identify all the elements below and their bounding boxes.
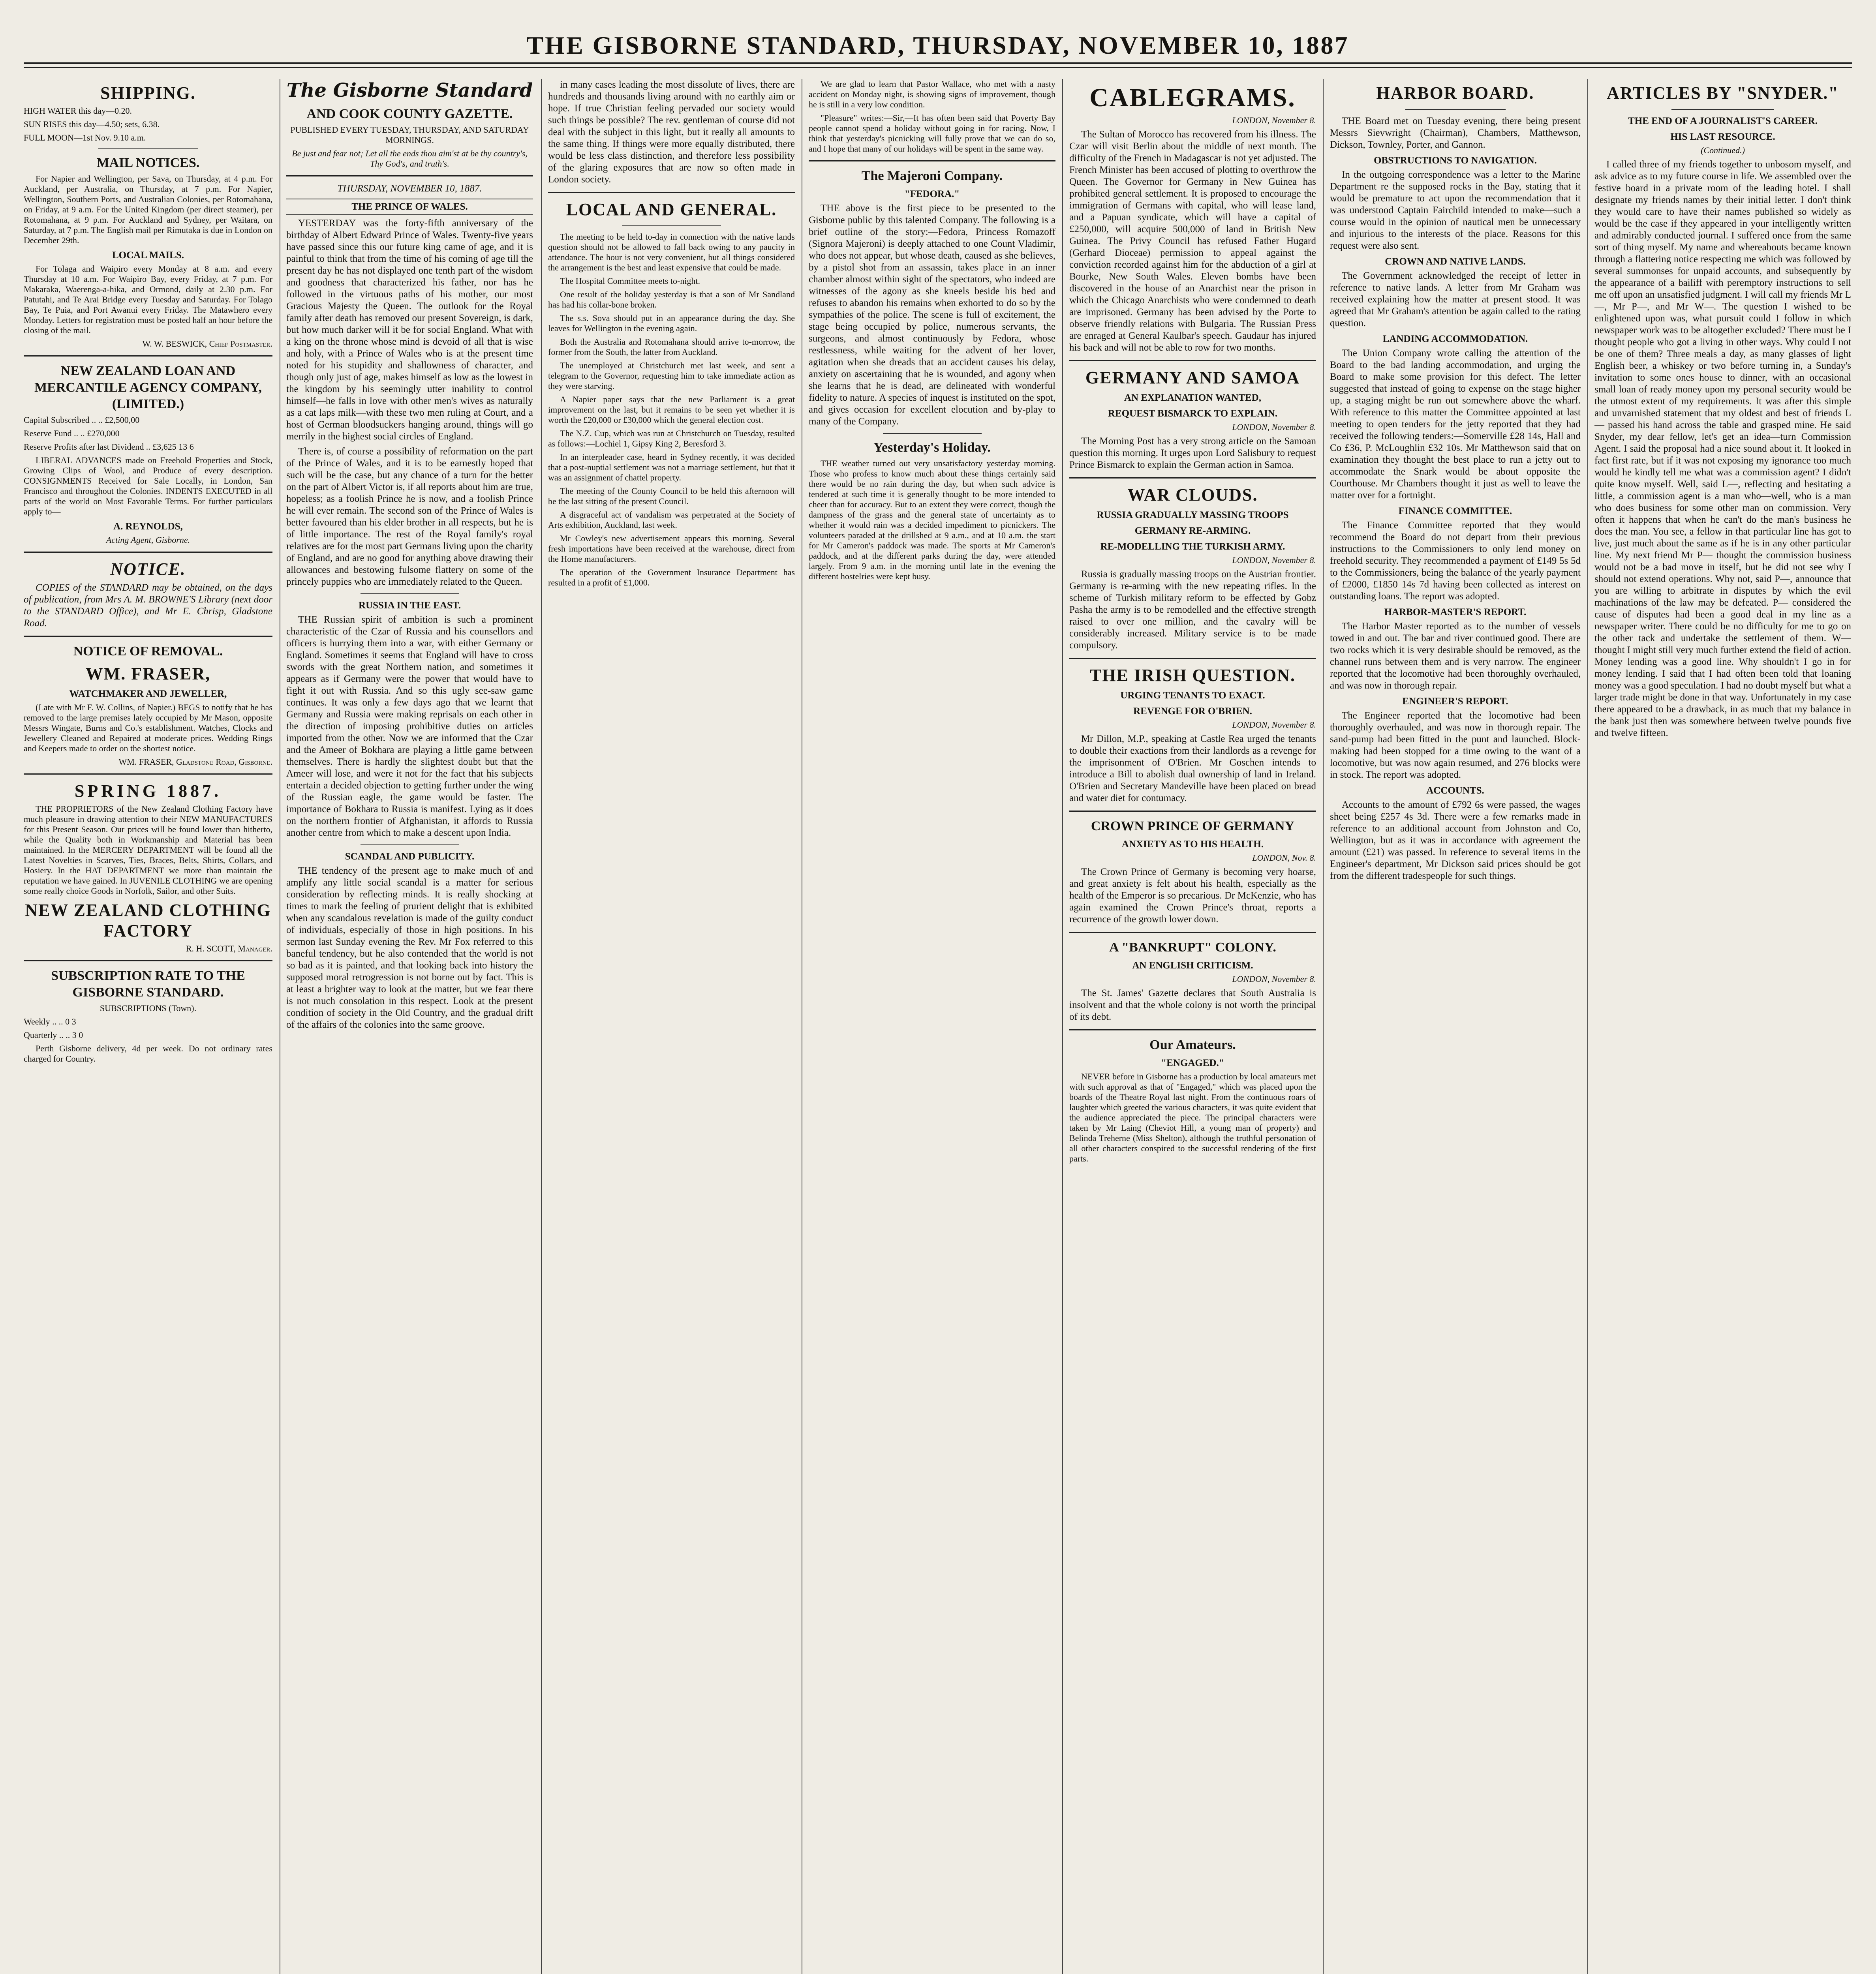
nz-clothing-factory: NEW ZEALAND CLOTHING FACTORY <box>25 901 271 940</box>
finance-heading: FINANCE COMMITTEE. <box>1398 506 1512 516</box>
crown-lands-text: The Government acknowledged the receipt of letter in reference to native lands. A letter from Mr Graham was received explaining how the matter at present stood. It was agreed that Mr Graham's attention be again called to the rating question. <box>1330 270 1581 328</box>
column-1 <box>24 79 272 1974</box>
yesterday-holiday-text: THE weather turned out very unsatisfactory yesterday morning. Those who profess to know much about these things certainly said there would be no rain during the day, but when such advice is tendered at such time it is generally thought to be more intended to cheer than for accuracy. But to an extent they were correct, though the dampness of the grass and the general state of uncertainty as to whether it would rain was a decided impediment to picnickers. The volunteers paraded at the drillshed at 9 a.m., and at 10 a.m. the start for Mr Cameron's paddock was made. The sports at Mr Cameron's paddock, and at the different parks during the day, were attended largely. From 9 a.m. in the morning until late in the evening the different hostelries were kept busy. <box>809 458 1055 581</box>
divider <box>1671 109 1774 110</box>
amateurs-heading: Our Amateurs. <box>1149 1038 1236 1052</box>
articles-text: I called three of my friends together to unbosom myself, and ask advice as to my future course in life. We assembled over the festive board in a private room of the leading hotel. I shall designate my friends names by their initial letter. I don't think they would care to have their names published so widely as would be the case if they appeared in your intelligently written and admirably conducted journal. I suffered once from the same sort of thing myself. My name and whereabouts became known through a flattering notice respecting me which was followed by several summonses for unpaid accounts, and subsequently by the appearance of a bailiff with peremptory instructions to sell me off upon an unsatisfied judgment. I will call my friends Mr L—, Mr P—, and Mr W—. The question I wished to be enlightened upon was, what pursuit could I follow in which newspaper work was to be altogether excluded? There must be I thought people who got a living in other ways. Why could I not be one of them? Three meals a day, as many glasses of light English beer, a whiskey or two before turning in, a Sunday's invitation to some ones house to dinner, with an occasional small loan of ready money upon my personal security would be the utmost extent of my requirements. It was after this simple and unvarnished statement that my oldest and best of friends L— passed his hand across the table and grasped mine. He said Snyder, my dear fellow, let's get an idea—turn Commission Agent. I said the proposal had a nice sound about it. It looked in fact first rate, but if it was not exposing my ignorance too much would he kindly tell me what was a commission agent? I didn't quite know myself. Well, said L—, reflecting and hesitating a little, a commission agent is a man who—well, who is a man who does business for some other man on commission. Very often it happens that when he can't do the man's business he does the man. You see, a fellow in that particular line has got to live, just much about the same as if he is in any other particular line. My next friend Mr P— thought the commission business would not be a bad move in itself, but he did not see why I should not extend operations. Why not, said P—, announce that you are willing to arbitrate in disputes by which the evil machinations of the law may be defeated. P— considered the cause of disputes had been a good deal in my line as a newspaper writer. There could be no difficulty for me to go on the other tack and undertake the settlement of them. W— thought I might still very much further extend the field of action. Money lending was a good line. Why shouldn't I go in for money lending. I said that I had often been told that loaning money was a good speculation. I had no doubt myself but what a larger trade might be done in that way. Unfortunately in my case there appeared to be a drawback, in as much that my balance in the bank just then was somewhere between twelve pounds five and twelve fifteen. <box>1594 159 1851 738</box>
amateurs-text: NEVER before in Gisborne has a production by local amateurs met with such approval as that of "Engaged," which was placed upon the boards of the Theatre Royal last night. From the continuous roars of laughter which greeted the various characters, it was quite evident that the audience appreciated the piece. The principal characters were taken by Mr Laing (Cheviot Hill, a young man of property) and Belinda Treherne (Miss Shelton), although the truthful personation of all other characters conspired to the successful rendering of the first parts. <box>1069 1071 1316 1163</box>
capital-line: Reserve Fund .. .. £270,000 <box>24 428 120 438</box>
harbor-board-heading: HARBOR BOARD. <box>1376 83 1534 103</box>
divider <box>883 433 982 434</box>
visitors-text: We are glad to learn that Pastor Wallace, who met with a nasty accident on Monday night, is showing signs of improvement, though he is still in a very low condition. <box>809 79 1055 109</box>
local-item: The N.Z. Cup, which was run at Christchurch on Tuesday, resulted as follows:—Lochiel 1, Gipsy King 2, Beresford 3. <box>548 428 795 448</box>
column-3 <box>548 79 795 1974</box>
war-dateline: LONDON, November 8. <box>1232 555 1316 565</box>
divider <box>286 175 533 176</box>
majeroni-heading: The Majeroni Company. <box>861 169 1003 183</box>
masthead: THE GISBORNE STANDARD, THURSDAY, NOVEMBER 10, 1887 <box>526 31 1349 59</box>
irish-subheading: URGING TENANTS TO EXACT. <box>1120 690 1265 701</box>
samoa-text: The Morning Post has a very strong article on the Samoan question this morning. It urges upon Lord Salisbury to request Prince Bismarck to explain the German action in Samoa. <box>1069 436 1316 470</box>
subscription-line: SUBSCRIPTIONS (Town). <box>100 1003 197 1013</box>
shipping-line: SUN RISES this day—4.50; sets, 6.38. <box>24 119 160 129</box>
fedora-heading: "FEDORA." <box>904 189 960 199</box>
divider <box>361 593 459 594</box>
column-separator <box>1587 79 1588 1974</box>
column-separator <box>541 79 542 1974</box>
russia-text: THE Russian spirit of ambition is such a prominent characteristic of the Czar of Russia and his counsellors and officers is hurrying them into a war, with either Germany or England. Sometimes it seems that England will have to cross swords with the great Northern nation, and sometimes it appears as if Germany were the power that would have to fight it out with Russia. And so this ugly see-saw game continues. It was only a few days ago that we learnt that Germany and Russia were making reprisals on each other in the direction of imposing prohibitive duties on articles imported from the other. Now we are informed that the Czar and the Ameer of Bokhara are playing a little game between themselves. There is hardly the slightest doubt but that the Ameer will lose, and were it not for the fact that his subjects entertain a decided objection to getting further under the wing of the Russian eagle, the game would be faster. The importance of Bokhara to Russia is manifest. Lying as it does on the northern frontier of Afghanistan, it affords to Russia another centre from which to make a descent upon India. <box>286 614 533 838</box>
accounts-text: Accounts to the amount of £792 6s were passed, the wages sheet being £257 4s 3d. There were a few remarks made in reference to an additional account from Johnston and Co, Wellington, but as it was in accordance with agreement the amount (£21) was passed. In reference to several items in the Engineer's department, Mr Dickson said prices should be got from the different tradespeople for such things. <box>1330 799 1581 881</box>
bankrupt-subheading: AN ENGLISH CRITICISM. <box>1132 960 1253 971</box>
notice-text: COPIES of the STANDARD may be obtained, on the days of publication, from Mrs A. M. BROWNE'S Library (next door to the STANDARD Office), and Mr E. Chrisp, Gladstone Road. <box>24 582 272 629</box>
cable-text: The Sultan of Morocco has recovered from his illness. The Czar will visit Berlin about the middle of next month. The difficulty of the French in Madagascar is not yet adjusted. The French Minister has been accused of plotting to overthrow the Queen. The Governor for Germany in New Guinea has prohibited general settlement. It is proposed to encourage the immigration of Germans with capital, who will lease land, and a Papuan syndicate, which will have a capital of £250,000, will acquire 500,000 of land in British New Guinea. The Privy Council has refused Father Hugard (Gerhard Dioceae) permission to appeal against the conviction recorded against him for the abduction of a girl at Bourke, New South Wales. Eleven bombs have been discovered in the house of an Anarchist near the prison in which the Chicago Anarchists who were condemned to death are imprisoned. Germany has been advised by the Porte to observe friendly relations with Bulgaria. The Russian Press are enraged at General Kaulbar's speech. Gaudaur has injured his back and will not be able to row for two months. <box>1069 129 1316 353</box>
scandal-heading: SCANDAL AND PUBLICITY. <box>345 851 475 862</box>
yesterday-holiday-heading: Yesterday's Holiday. <box>873 440 991 455</box>
crown-dateline: LONDON, Nov. 8. <box>1252 853 1316 863</box>
scott-signature: R. H. SCOTT, Manager. <box>186 944 272 953</box>
samoa-subheading: AN EXPLANATION WANTED, <box>1124 392 1262 403</box>
divider <box>24 636 272 637</box>
divider <box>622 225 721 226</box>
mail-notices-heading: MAIL NOTICES. <box>96 156 200 170</box>
articles-subheading: THE END OF A JOURNALIST'S CAREER. <box>1628 116 1818 126</box>
local-item: The Hospital Committee meets to-night. <box>560 276 700 286</box>
finance-text: The Finance Committee reported that they would recommend the Board do not depart from their previous instructions to the Commissioners to only lend money on freehold security. They recommended a payment of £149 5s 5d to the Commissioners, being the balance of the yearly payment of £2000, £1850 14s 7d having been collected as interest on outstanding loans. The report was adopted. <box>1330 520 1581 602</box>
subscription-line: Weekly .. .. 0 3 <box>24 1017 76 1026</box>
liberal-advances-text: LIBERAL ADVANCES made on Freehold Properties and Stock, Growing Clips of Wool, and Produce of every description. CONSIGNMENTS Received for Sale Locally, in London, San Francisco and throughout the Colonies. INDENTS EXECUTED in all parts of the world on Most Favorable Terms. For further particulars apply to— <box>24 455 272 516</box>
war-subheading: RUSSIA GRADUALLY MASSING TROOPS <box>1097 510 1289 520</box>
war-text: Russia is gradually massing troops on the Austrian frontier. Germany is re-arming with the new repeating rifles. In the scheme of Turkish military reform to be effected by Gobz Pasha the army is to be remodelled and the effective strength raised to over one million, and the cavalry will be considerably increased. Military service is to be made compulsory. <box>1069 569 1316 651</box>
local-item: The s.s. Sova should put in an appearance during the day. She leaves for Wellington in the evening again. <box>548 313 795 333</box>
divider <box>361 844 459 845</box>
local-item: The meeting of the County Council to be held this afternoon will be the last sitting of the present Council. <box>548 486 795 506</box>
divider <box>24 960 272 961</box>
issue-date: THURSDAY, NOVEMBER 10, 1887. <box>337 183 482 194</box>
capital-line: Capital Subscribed .. .. £2,500,00 <box>24 415 140 425</box>
harbour-master-heading: HARBOR-MASTER'S REPORT. <box>1384 607 1527 617</box>
nz-loan-heading: NEW ZEALAND LOAN AND MERCANTILE AGENCY COMPANY, (LIMITED.) <box>34 364 262 411</box>
column-2 <box>286 79 533 1974</box>
local-mails-text: For Tolaga and Waipiro every Monday at 8 a.m. and every Thursday at 10 a.m. For Waipiro Bay, every Friday, at 7 p.m. For Makaraka, Waerenga-a-hika, and Ormond, daily at 2.30 p.m. For Patutahi, and Te Arai Bridge every Tuesday and Saturday. For Tolago Bay, Te Puia, and Port Awanui every Friday. The Matawhero every Monday. Letters for registration must be posted half an hour before the closing of the mail. <box>24 264 272 335</box>
subscription-heading: SUBSCRIPTION RATE TO THE GISBORNE STANDARD. <box>51 968 245 1000</box>
cable-dateline: LONDON, November 8. <box>1232 115 1316 125</box>
divider <box>24 773 272 775</box>
local-item: A disgraceful act of vandalism was perpetrated at the Society of Arts exhibition, Auckland, last week. <box>548 510 795 530</box>
reynolds-name: A. REYNOLDS, <box>113 521 183 532</box>
local-general-heading: LOCAL AND GENERAL. <box>566 200 777 219</box>
engineer-heading: ENGINEER'S REPORT. <box>1402 696 1508 707</box>
column-separator <box>1062 79 1063 1974</box>
crown-text: The Crown Prince of Germany is becoming very hoarse, and great anxiety is felt about his health, especially as the health of the Emperor is so precarious. Dr McKenzie, who has again examined the Crown Prince's throat, reports a recurrence of the growth lower down. <box>1069 867 1316 925</box>
samoa-dateline: LONDON, November 8. <box>1232 422 1316 432</box>
fraser-name: WM. FRASER, <box>85 664 211 683</box>
crown-lands-heading: CROWN AND NATIVE LANDS. <box>1385 256 1526 267</box>
column-6 <box>1330 79 1581 1974</box>
obstructions-text: In the outgoing correspondence was a letter to the Marine Department re the supposed rocks in the Bay, stating that it would be premature to act upon the recommendation that it was understood Captain Fairchild intended to make—such a course would in the opinion of nautical men be unnecessary and injurious to the interests of the place. Reasons for this request were also sent. <box>1330 169 1581 251</box>
divider <box>1069 932 1316 933</box>
local-item: The meeting to be held to-day in connection with the native lands question should not be allowed to fall back owing to any paucity in attendance. The hour is not very convenient, but all things considered the arrangement is the best and least expensive that could be made. <box>548 232 795 272</box>
masthead-rule-thin <box>24 67 1852 68</box>
mail-notices-text: For Napier and Wellington, per Sava, on Thursday, at 4 p.m. For Auckland, per Australia, on Thursday, at 7 p.m. For Napier, Wellington, Southern Ports, and Australian Colonies, per Rotomahana, on Friday, at 9 a.m. For the United Kingdom (per direct steamer), per Rotomahana, at 9 p.m. For Auckland and Sydney, per Waitara, on Saturday, at 7 p.m. The English mail per Rimutaka is due in London on December 29th. <box>24 174 272 245</box>
shipping-line: FULL MOON—1st Nov. 9.10 a.m. <box>24 133 146 143</box>
fraser-signature: WM. FRASER, Gladstone Road, Gisborne. <box>118 757 272 767</box>
divider <box>1069 658 1316 659</box>
reynolds-role: Acting Agent, Gisborne. <box>106 535 190 545</box>
divider <box>98 148 198 149</box>
articles-heading: ARTICLES BY "SNYDER." <box>1607 83 1839 103</box>
accounts-heading: ACCOUNTS. <box>1426 785 1484 796</box>
column-separator <box>1323 79 1324 1974</box>
local-item: One result of the holiday yesterday is that a son of Mr Sandland has had his collar-bone broken. <box>548 289 795 310</box>
local-item: Mr Cowley's new advertisement appears this morning. Several fresh importations have been received at the warehouse, direct from the Home manufacturers. <box>548 533 795 564</box>
samoa-subheading-2: REQUEST BISMARCK TO EXPLAIN. <box>1108 408 1278 419</box>
shipping-heading: SHIPPING. <box>100 83 196 103</box>
samoa-heading: GERMANY AND SAMOA <box>1085 368 1300 387</box>
paper-subtitle: AND COOK COUNTY GAZETTE. <box>306 107 513 121</box>
prince-text-2: There is, of course a possibility of reformation on the part of the Prince of Wales, and it is to be earnestly hoped that such will be the case, but any chance of a turn for the better on the part of Albert Victor is, if all reports about him are true, hopeless; as a foolish Prince he is now, and a foolish Prince he will ever remain. The second son of the Prince of Wales is better favoured than his elder brother in all respects, but he is of little importance. The rest of the Royal family's royal relatives are for the most part Germans living upon the charity of England, and are no good for anything above drawing their allowances and bestowing fulsome flattery on some of the princely puppies who are immediately related to the Queen. <box>286 446 533 587</box>
irish-subheading-2: REVENGE FOR O'BRIEN. <box>1133 706 1252 717</box>
irish-question-heading: THE IRISH QUESTION. <box>1090 666 1296 685</box>
bankrupt-dateline: LONDON, November 8. <box>1232 974 1316 984</box>
fraser-text: (Late with Mr F. W. Collins, of Napier.) BEGS to notify that he has removed to the large premises lately occupied by Mr Mason, opposite Messrs Wingate, Burns and Co.'s establishment. Watches, Clocks and Jewellery Cleaned and Repaired at moderate prices. Wedding Rings and Keepers made to order on the shortest notice. <box>24 702 272 753</box>
motto: Be just and fear not; Let all the ends thou aim'st at be thy country's, Thy God's, and truth's. <box>292 148 528 169</box>
notice-heading: NOTICE. <box>110 559 186 579</box>
prince-heading: THE PRINCE OF WALES. <box>286 199 533 215</box>
divider <box>1069 360 1316 361</box>
cablegrams-heading: CABLEGRAMS. <box>1089 83 1296 112</box>
majeroni-text: THE above is the first piece to be presented to the Gisborne public by this talented Company. The following is a brief outline of the story:—Fedora, Princess Romazoff (Signora Majeroni) is deeply attached to one Count Vladimir, who does not appear, but whose death, caused as she believes, by a pistol shot from an assassin, takes place in an inner chamber almost within sight of the spectators, who indeed are witnesses of the agony as she kneels beside his bed and refuses to abandon his remains when exhorted to do so by the sympathies of the police. The scene is full of excitement, the stage being occupied by police, numerous servants, the surgeons, and almost continuously by Fedora, whose restlessness, while waiting for the advent of her lover, agitation when she dreads that an accident causes his delay, anxiety on ascertaining that he is wounded, and agony when she learns that he is dead, are delineated with wonderful fidelity to nature. A species of inquest is instituted on the spot, and gives occasion for excellent elocution and by-play to many of the Company. <box>809 203 1055 427</box>
divider <box>1069 811 1316 812</box>
irish-text: Mr Dillon, M.P., speaking at Castle Rea urged the tenants to double their exactions from their landlords as a revenge for the imprisonment of O'Brien. Mr Goschen intends to introduce a Bill to abolish dual ownership of land in Ireland. O'Brien and Secretary Mandeville have been placed on bread and water diet for contumacy. <box>1069 734 1316 803</box>
engaged-heading: "ENGAGED." <box>1161 1058 1224 1068</box>
scandal-text: THE tendency of the present age to make much of and amplify any little social scandal is a matter for serious consideration by reflecting minds. It is really shocking at times to mark the feeling of prurient delight that is exhibited when any scandalous revelation is made of the guilty conduct of individuals, especially of those in high positions. In his sermon last Sunday evening the Rev. Mr Fox referred to this baneful tendency, but he also contended that the world is not so bad as it is painted, and that looking back into history the supposed moral retrogression is not borne out by fact. This is at least a brighter way to look at the matter, but we fear there is not much consolation in this respect. Look at the present condition of society in the Old Country, and the gradual drift of the affairs of the colonies into the same groove. <box>286 865 533 1030</box>
publishing-note: PUBLISHED EVERY TUESDAY, THURSDAY, AND SATURDAY MORNINGS. <box>290 125 529 145</box>
postmaster-signature: W. W. BESWICK, Chief Postmaster. <box>142 339 272 349</box>
landing-text: The Union Company wrote calling the attention of the Board to the bad landing accommodation, and urging the Board to make some provision for this defect. The letter suggested that instead of going to expense on the stage higher up, a staging might be run out somewhere above the wharf. With reference to this matter the Committee appointed at last meeting to open tenders for the jetty reported that they had received the following tenders:—Somerville £28 14s, Hall and Co £36, P. McLoughlin £32 10s. Mr Matthewson said that on examination they thought the best place to run a jetty out to accommodate the Snark would be about opposite the Courthouse. Mr Chambers thought it just as well to leave the matter over for a fortnight. <box>1330 348 1581 501</box>
column-5 <box>1069 79 1316 1974</box>
landing-heading: LANDING ACCOMMODATION. <box>1382 334 1528 344</box>
divider <box>809 160 1055 161</box>
bankrupt-text: The St. James' Gazette declares that South Australia is insolvent and that the whole colony is not worth the principal of its debt. <box>1069 988 1316 1022</box>
spring-text: THE PROPRIETORS of the New Zealand Clothing Factory have much pleasure in drawing attention to their NEW MANUFACTURES for this Present Season. Our prices will be found lower than hitherto, while the Quality both in Workmanship and Material has been maintained. In the MERCERY DEPARTMENT will be found all the Latest Novelties in Scarves, Ties, Braces, Belts, Shirts, Collars, and Hosiery. In the HAT DEPARTMENT we more than maintain the reputation we have gained. In JUVENILE CLOTHING we are opening some really choice Goods in Norfolk, Sailor, and other Suits. <box>24 804 272 896</box>
articles-subheading-2: HIS LAST RESOURCE. <box>1670 131 1775 142</box>
fraser-trade: WATCHMAKER AND JEWELLER, <box>69 689 227 699</box>
divider <box>1069 477 1316 478</box>
russia-heading: RUSSIA IN THE EAST. <box>359 600 461 611</box>
war-subheading-3: RE-MODELLING THE TURKISH ARMY. <box>1100 541 1285 552</box>
continued-note: (Continued.) <box>1701 145 1745 155</box>
local-item: In an interpleader case, heard in Sydney recently, it was decided that a post-nuptial settlement was not a marriage settlement, but that it was an assignment of chattel property. <box>548 452 795 482</box>
local-item: The operation of the Government Insurance Department has resulted in a profit of £1,000. <box>548 567 795 587</box>
crown-prince-heading: CROWN PRINCE OF GERMANY <box>1091 819 1295 833</box>
divider <box>24 355 272 357</box>
holiday-letter-text: "Pleasure" writes:—Sir,—It has often been said that Poverty Bay people cannot spend a holiday without going in for racing. Now, I think that yesterday's picnicking will fully prove that we can do so, and I hope that many of our holidays will be spent in the same way. <box>809 113 1055 154</box>
harbor-intro: THE Board met on Tuesday evening, there being present Messrs Sievwright (Chairman), Chambers, Matthewson, Dickson, Townley, Porter, and Gannon. <box>1330 116 1581 150</box>
paper-title: The Gisborne Standard <box>286 79 533 101</box>
harbour-master-text: The Harbor Master reported as to the number of vessels towed in and out. The bar and river continued good. There are two rocks which it is very desirable should be removed, as the channel runs between them and is very narrow. The engineer reported that the locomotive had been thoroughly overhauled, and was now in thorough repair. <box>1330 621 1581 691</box>
war-clouds-heading: WAR CLOUDS. <box>1127 485 1258 505</box>
prince-text: YESTERDAY was the forty-fifth anniversary of the birthday of Albert Edward Prince of Wales. Twenty-five years have passed since this our future king came of age, and it is painful to think that from the time of his coming of age till the present day he has not displayed one tenth part of the wisdom and goodness that characterized his father, nor has he followed in the virtuous paths of his mother, our most Gracious Majesty the Queen. The outlook for the Royal family after death has removed our present Sovereign, is dark, but how much darker will it be for social England. What with a king on the throne whose mind is devoid of all that is wise and holy, with a Prince of Wales who is at the present time noted for his stupidity and shallowness of character, and though only just of age, makes himself as low as the lowest in the kingdom by his seemingly utter inability to control himself—he falls in love with other men's wives as naturally as a cat laps milk—with these two men ruling at Court, and a host of German bloodsuckers hanging around, things will go merrily in the highest social circles of England. <box>286 218 533 442</box>
local-item: Both the Australia and Rotomahana should arrive to-morrow, the former from the South, the latter from Auckland. <box>548 337 795 357</box>
engineer-text: The Engineer reported that the locomotive had been thoroughly overhauled, and was now in thorough repair. The sand-pump had been fitted in the punt and launched. Block-making had been stopped for a time owing to the want of a locomotive, but was now again resumed, and 276 blocks were in stock. The report was adopted. <box>1330 710 1581 780</box>
column-7 <box>1594 79 1851 1974</box>
capital-line: Reserve Profits after last Dividend .. £3,625 13 6 <box>24 442 194 452</box>
divider <box>24 552 272 553</box>
column-4 <box>809 79 1055 1974</box>
local-item: A Napier paper says that the new Parliament is a great improvement on the last, but it remains to be seen yet whether it is worth the £20,000 or £30,000 which the general election cost. <box>548 394 795 425</box>
divider <box>1069 1029 1316 1030</box>
shipping-line: HIGH WATER this day—0.20. <box>24 106 132 116</box>
spring-heading: SPRING 1887. <box>74 781 222 801</box>
subscription-note: Perth Gisborne delivery, 4d per week. Do not ordinary rates charged for Country. <box>24 1043 272 1064</box>
divider <box>1405 109 1506 110</box>
bankrupt-colony-heading: A "BANKRUPT" COLONY. <box>1109 940 1276 955</box>
masthead-rule <box>24 62 1852 64</box>
war-subheading-2: GERMANY RE-ARMING. <box>1134 525 1251 536</box>
irish-dateline: LONDON, November 8. <box>1232 720 1316 730</box>
continued-text: in many cases leading the most dissolute of lives, there are hundreds and thousands living around with no earthly aim or hope. If true Christian feeling pervaded our society would such things be possible? The rev. gentleman of course did not deal with the subject in this light, but it really all amounts to the same thing. If things were more equally distributed, there would be less class distinction, and therefore less possibility of the glaring exposures that are now so often made in London society. <box>548 79 795 185</box>
local-mails-heading: LOCAL MAILS. <box>112 250 184 261</box>
obstructions-heading: OBSTRUCTIONS TO NAVIGATION. <box>1374 155 1537 166</box>
removal-heading: NOTICE OF REMOVAL. <box>73 644 223 659</box>
divider <box>548 192 795 193</box>
subscription-line: Quarterly .. .. 3 0 <box>24 1030 83 1040</box>
crown-subheading: ANXIETY AS TO HIS HEALTH. <box>1121 839 1264 850</box>
local-item: The unemployed at Christchurch met last week, and sent a telegram to the Governor, requesting him to take immediate action as they were starving. <box>548 360 795 391</box>
